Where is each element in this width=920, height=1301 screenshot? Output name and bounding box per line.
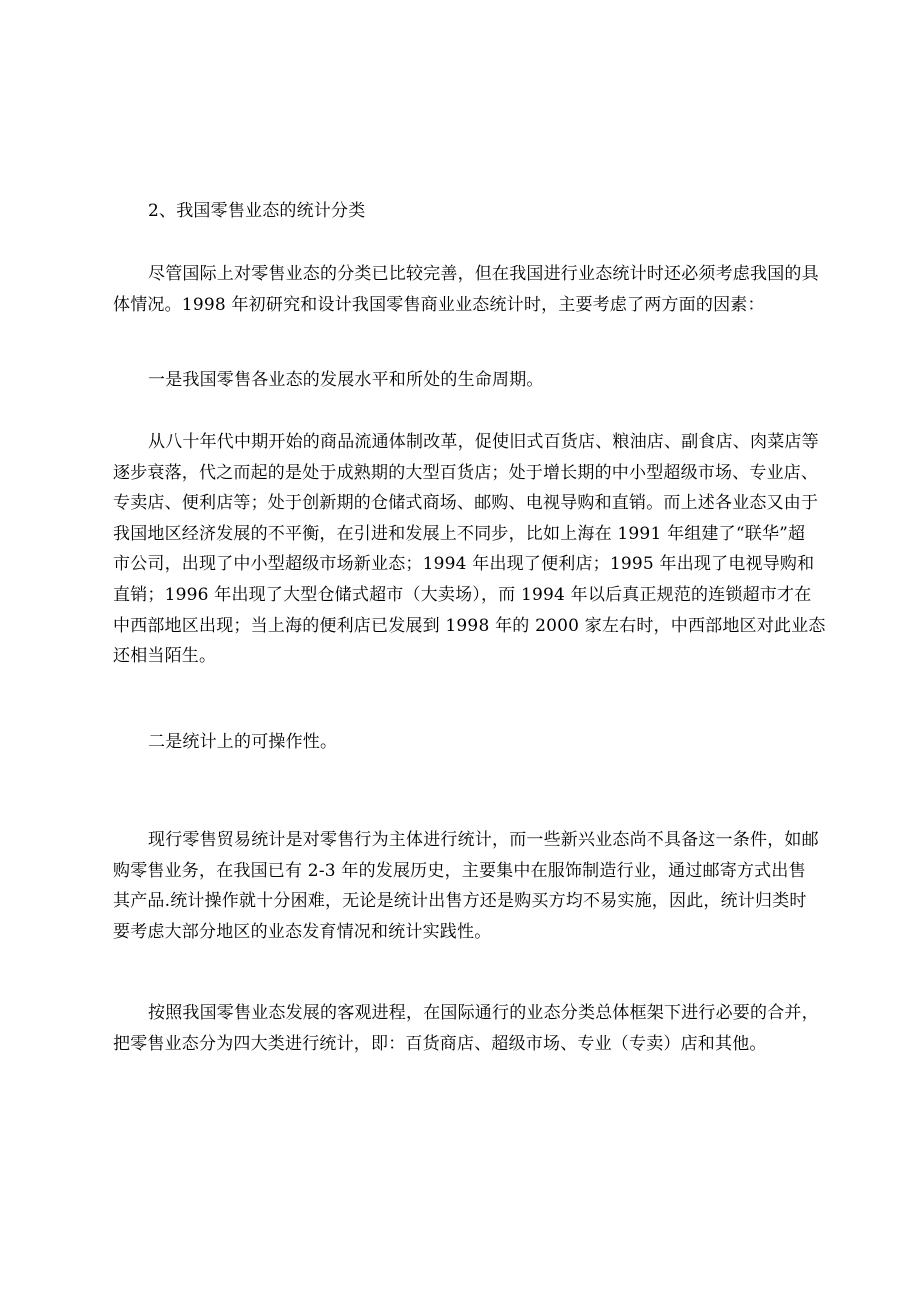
paragraph-point-one: [113, 365, 823, 396]
section-heading: 2、我国零售业态的统计分类: [148, 201, 366, 221]
paragraph-intro: [113, 259, 823, 320]
text-line: 购零售业务，在我国已有 2-3 年的发展历史，主要集中在服饰制造行业，通过邮寄方式出售: [113, 860, 806, 881]
text-line: 按照我国零售业态发展的客观进程，在国际通行的业态分类总体框架下进行必要的合并，: [148, 1003, 819, 1023]
text-line: 要考虑大部分地区的业态发育情况和统计实践性。: [113, 921, 492, 942]
paragraph-operability: [113, 825, 823, 947]
text-line: 其产品.统计操作就十分困难，无论是统计出售方还是购买方均不易实施，因此，统计归类时: [113, 891, 807, 912]
text-line: 市公司，出现了中小型超级市场新业态；1994 年出现了便利店；1995 年出现了电视导购和: [113, 554, 815, 575]
text-line: 还相当陌生。: [113, 646, 217, 667]
paragraph-development: [113, 427, 826, 672]
text-line: 尽管国际上对零售业态的分类已比较完善，但在我国进行业态统计时还必须考虑我国的具: [148, 264, 819, 284]
text-line: 专卖店、便利店等；处于创新期的仓储式商场、邮购、电视导购和直销。而上述各业态又由于: [113, 493, 819, 514]
text-line: 从八十年代中期开始的商品流通体制改革，促使旧式百货店、粮油店、副食店、肉菜店等: [148, 432, 819, 452]
text-line: 逐步衰落，代之而起的是处于成熟期的大型百货店；处于增长期的中小型超级市场、专业店、: [113, 462, 819, 483]
paragraph-conclusion: [113, 998, 823, 1059]
text-line: 现行零售贸易统计是对零售行为主体进行统计，而一些新兴业态尚不具备这一条件，如邮: [148, 830, 819, 850]
text-line: 一是我国零售各业态的发展水平和所处的生命周期。: [148, 370, 544, 390]
text-line: 二是统计上的可操作性。: [148, 732, 338, 752]
text-line: 直销；1996 年出现了大型仓储式超市（大卖场），而 1994 年以后真正规范的连锁超市才在: [113, 584, 812, 605]
text-line: 中西部地区出现；当上海的便利店已发展到 1998 年的 2000 家左右时，中西部地区对此业态: [113, 615, 826, 636]
text-line: 把零售业态分为四大类进行统计，即：百货商店、超级市场、专业（专卖）店和其他。: [113, 1033, 767, 1054]
text-line: 我国地区经济发展的不平衡，在引进和发展上不同步，比如上海在 1991 年组建了“联华”超: [113, 523, 806, 544]
text-line: 体情况。1998 年初研究和设计我国零售商业业态统计时，主要考虑了两方面的因素：: [113, 294, 765, 315]
paragraph-point-two: [113, 727, 823, 758]
